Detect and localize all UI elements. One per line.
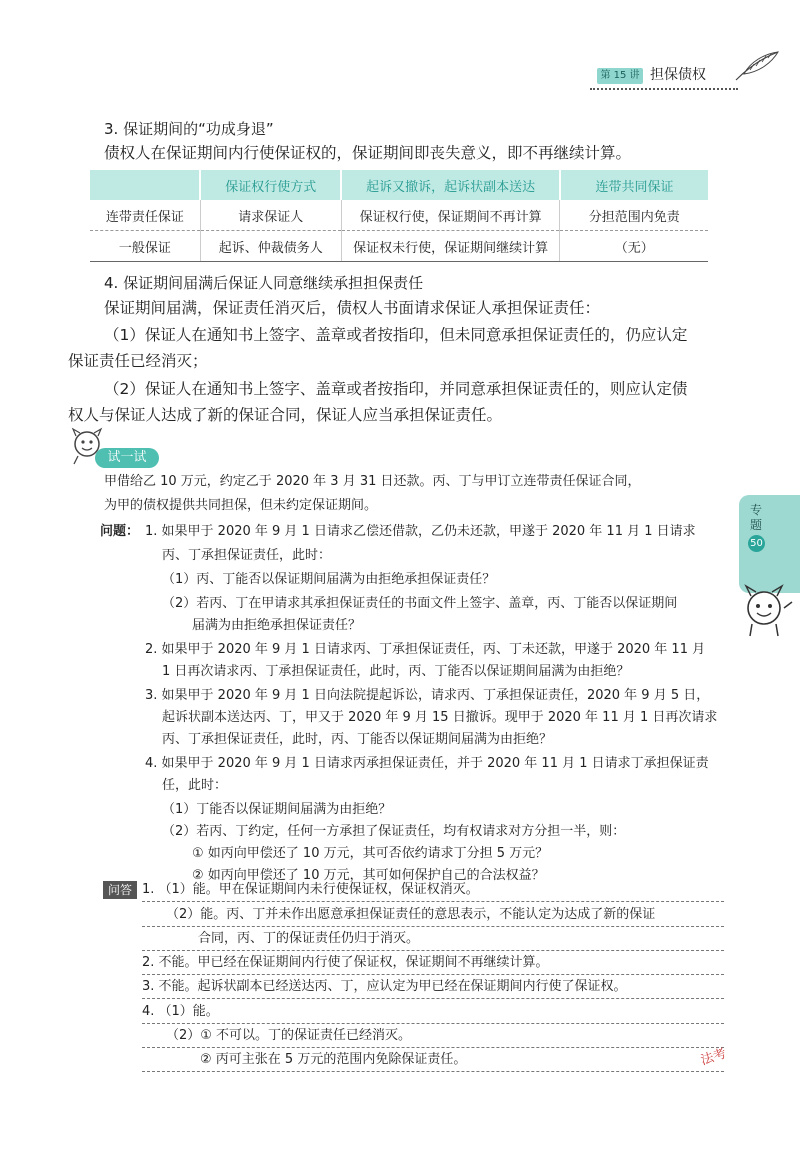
table-row xyxy=(90,231,708,262)
table-header-cell: 保证权行使方式 xyxy=(200,170,341,200)
question-line: 1 日再次请求丙、丁承担保证责任，此时，丙、丁能否以保证期间届满为由拒绝？ xyxy=(162,664,630,679)
chapter-title: 担保债权 xyxy=(650,67,706,83)
side-tab-label: 专 xyxy=(750,503,763,517)
lecture-badge: 第 15 讲 xyxy=(597,68,643,84)
side-tab-number: 50 xyxy=(748,535,765,552)
question-label: 问题： xyxy=(100,524,140,539)
section4-heading: 4. 保证期间届满后保证人同意继续承担担保责任 xyxy=(104,274,424,292)
table-cell: 请求保证人 xyxy=(200,200,341,231)
table-cell: （无） xyxy=(560,231,708,262)
answer-divider xyxy=(142,1047,724,1048)
answer-line: 3. 不能。起诉状副本已经送达丙、丁，应认定为甲已经在保证期间内行使了保证权。 xyxy=(142,979,627,994)
table-cell: 连带责任保证 xyxy=(90,200,200,231)
question-line: 2. 如果甲于 2020 年 9 月 1 日请求丙、丁承担保证责任，丙、丁未还款，甲遂于 2020 年 11 月 xyxy=(145,642,706,657)
answer-divider xyxy=(142,974,724,975)
section4-line: 保证责任已经消灭； xyxy=(68,352,208,370)
section4-line: 权人与保证人达成了新的保证合同，保证人应当承担保证责任。 xyxy=(68,406,503,424)
section3-heading: 3. 保证期间的“功成身退” xyxy=(104,120,274,138)
answer-line: 1. （1）能。甲在保证期间内未行使保证权，保证权消灭。 xyxy=(142,882,479,897)
header-divider xyxy=(590,88,738,90)
feather-icon xyxy=(732,48,782,84)
question-line: （2）若丙、丁约定，任何一方承担了保证责任，均有权请求对方分担一半，则： xyxy=(162,824,626,839)
answer-line: 合同，丙、丁的保证责任仍归于消灭。 xyxy=(198,931,420,946)
section4-line: 保证期间届满，保证责任消灭后，债权人书面请求保证人承担保证责任： xyxy=(104,299,601,317)
section4-line: （1）保证人在通知书上签字、盖章或者按指印，但未同意承担保证责任的，仍应认定 xyxy=(104,326,688,344)
table-cell: 保证权行使，保证期间不再计算 xyxy=(341,200,560,231)
table-header-cell: 连带共同保证 xyxy=(560,170,708,200)
question-line: 4. 如果甲于 2020 年 9 月 1 日请求丙承担保证责任，并于 2020 年 11 月 1 日请求丁承担保证责 xyxy=(145,756,709,771)
answer-divider xyxy=(142,1071,724,1072)
question-line: （1）丙、丁能否以保证期间届满为由拒绝承担保证责任？ xyxy=(162,572,496,587)
table-header-row xyxy=(90,170,708,200)
table-header-cell: 起诉又撤诉，起诉状副本送达 xyxy=(341,170,560,200)
guarantee-comparison-table xyxy=(90,170,708,262)
question-line: ② 如丙向甲偿还了 10 万元，其可如何保护自己的合法权益？ xyxy=(192,868,545,883)
try-it-badge: 试一试 xyxy=(95,448,159,468)
answer-badge: 问答 xyxy=(103,881,137,899)
answer-line: ② 丙可主张在 5 万元的范围内免除保证责任。 xyxy=(200,1052,467,1067)
section3-intro: 债权人在保证期间内行使保证权的，保证期间即丧失意义，即不再继续计算。 xyxy=(104,144,632,162)
side-tab-label: 题 xyxy=(750,518,763,532)
question-line: （2）若丙、丁在甲请求其承担保证责任的书面文件上签字、盖章，丙、丁能否以保证期间 xyxy=(162,596,678,611)
question-line: 届满为由拒绝承担保证责任？ xyxy=(192,618,362,633)
table-row xyxy=(90,200,708,231)
question-line: 丙、丁承担保证责任，此时，丙、丁能否以保证期间届满为由拒绝？ xyxy=(162,732,553,747)
answer-divider xyxy=(142,1023,724,1024)
question-line: 任，此时： xyxy=(162,778,228,793)
table-cell: 分担范围内免责 xyxy=(560,200,708,231)
answer-line: （2）① 不可以。丁的保证责任已经消灭。 xyxy=(166,1028,412,1043)
answer-divider xyxy=(142,950,724,951)
question-line: 3. 如果甲于 2020 年 9 月 1 日向法院提起诉讼，请求丙、丁承担保证责任，2020 年 9 月 5 日， xyxy=(145,688,710,703)
section4-line: （2）保证人在通知书上签字、盖章或者按指印，并同意承担保证责任的，则应认定债 xyxy=(104,380,688,398)
question-line: ① 如丙向甲偿还了 10 万元，其可否依约请求丁分担 5 万元？ xyxy=(192,846,549,861)
scenario-line: 为甲的债权提供共同担保，但未约定保证期间。 xyxy=(104,498,378,513)
table-header-cell xyxy=(90,170,200,200)
answer-divider xyxy=(142,926,724,927)
table-cell: 起诉、仲裁债务人 xyxy=(200,231,341,262)
question-line: 1. 如果甲于 2020 年 9 月 1 日请求乙偿还借款，乙仍未还款，甲遂于 2020 年 11 月 1 日请求 xyxy=(145,524,696,539)
mascot-icon xyxy=(738,582,794,640)
answer-divider xyxy=(142,901,724,902)
answer-line: （2）能。丙、丁并未作出愿意承担保证责任的意思表示，不能认定为达成了新的保证 xyxy=(166,907,656,922)
answer-line: 4. （1）能。 xyxy=(142,1004,219,1019)
question-line: 起诉状副本送达丙、丁，甲又于 2020 年 9 月 15 日撤诉。现甲于 2020 年 11 月 1 日再次请求 xyxy=(162,710,718,725)
table-cell: 保证权未行使，保证期间继续计算 xyxy=(341,231,560,262)
answer-divider xyxy=(142,998,724,999)
scenario-line: 甲借给乙 10 万元，约定乙于 2020 年 3 月 31 日还款。丙、丁与甲订立连带责任保证合同， xyxy=(104,474,641,489)
question-line: （1）丁能否以保证期间届满为由拒绝？ xyxy=(162,802,392,817)
question-line: 丙、丁承担保证责任，此时： xyxy=(162,548,332,563)
answer-line: 2. 不能。甲已经在保证期间内行使了保证权，保证期间不再继续计算。 xyxy=(142,955,549,970)
stamp-mark: 法考 xyxy=(698,1046,729,1069)
table-cell: 一般保证 xyxy=(90,231,200,262)
